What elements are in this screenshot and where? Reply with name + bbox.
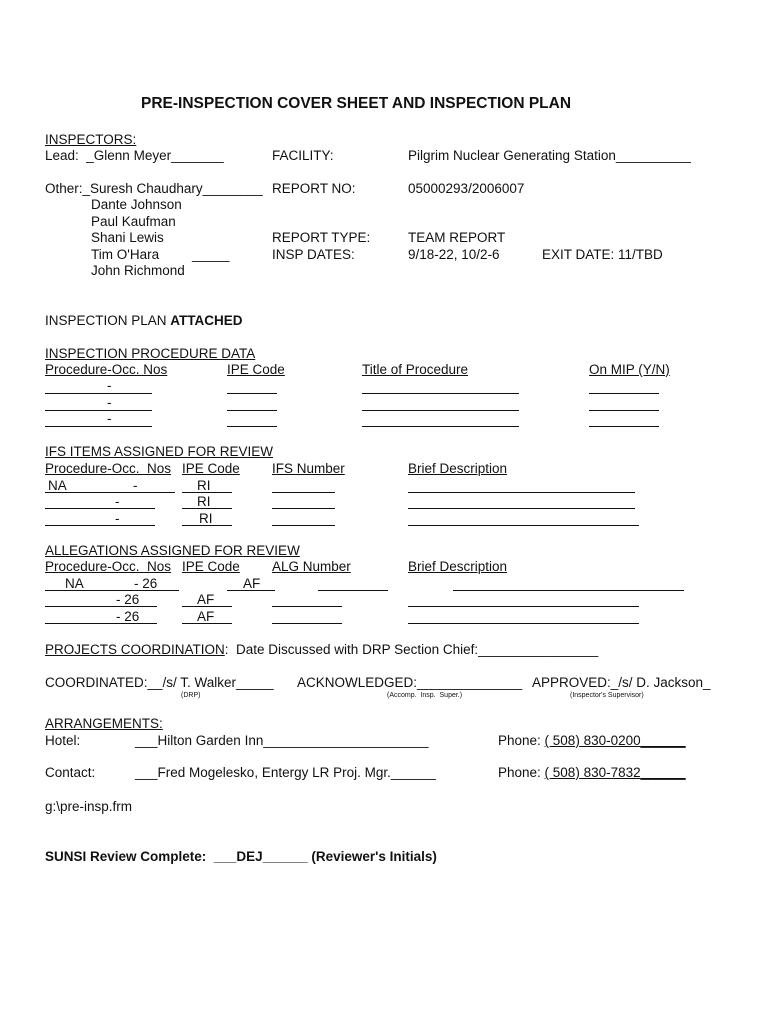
ifs-blank-line — [45, 508, 155, 509]
allegation-row-ipe: AF — [197, 592, 215, 607]
ifs-blank-line — [45, 525, 155, 526]
allegation-row-occ: - 26 — [116, 592, 140, 607]
exit-date: EXIT DATE: 11/TBD — [542, 247, 663, 262]
procedure-blank-line — [227, 426, 277, 427]
contact-phone-value: ( 508) 830-7832______ — [544, 765, 686, 780]
hotel-phone-value: ( 508) 830-0200______ — [544, 733, 686, 748]
procedure-data-heading: INSPECTION PROCEDURE DATA — [45, 346, 256, 361]
facility-label: FACILITY: — [272, 148, 334, 163]
allegation-blank-line — [272, 606, 342, 607]
inspectors-heading: INSPECTORS: — [45, 132, 137, 147]
allegation-blank-line — [408, 623, 639, 624]
procedure-blank-line — [227, 410, 277, 411]
allegation-row-ipe: AF — [197, 609, 215, 624]
ifs-blank-line — [408, 508, 635, 509]
allegation-blank-line — [45, 606, 157, 607]
inspection-plan — [45, 313, 243, 329]
ifs-blank-line — [182, 508, 232, 509]
ifs-col-proc: Procedure-Occ. Nos — [45, 461, 172, 476]
ifs-col-num: IFS Number — [272, 461, 345, 476]
ifs-row-dash: - — [133, 478, 138, 493]
allegation-blank-line — [182, 623, 232, 624]
other-inspector: Dante Johnson — [91, 197, 182, 212]
ifs-blank-line — [408, 525, 639, 526]
insp-dates-label: INSP DATES: — [272, 247, 355, 262]
procedure-blank-line — [362, 393, 519, 394]
inspector-blank: _____ — [192, 247, 230, 262]
insp-dates-value: 9/18-22, 10/2-6 — [408, 247, 500, 262]
procedure-blank-line — [45, 393, 152, 394]
allegation-blank-line — [227, 590, 275, 591]
procedure-row-dash: - — [107, 411, 112, 426]
allegation-blank-line — [453, 590, 684, 591]
allegation-row-occ: - 26 — [134, 576, 158, 591]
drp-caption: (DRP) — [181, 692, 201, 699]
procedure-blank-line — [227, 393, 277, 394]
allegations-col-num: ALG Number — [272, 559, 351, 574]
allegation-blank-line — [408, 606, 639, 607]
ifs-col-desc: Brief Description — [408, 461, 508, 476]
sunsi-review: SUNSI Review Complete: ___DEJ______ (Reviewer's Initials) — [45, 849, 437, 864]
procedure-blank-line — [589, 426, 659, 427]
report-type-label: REPORT TYPE: — [272, 230, 371, 245]
contact-phone-label: Phone: — [498, 765, 545, 780]
ifs-row-ipe: RI — [197, 494, 211, 509]
accomp-caption: (Accomp. Insp. Super.) — [387, 692, 463, 699]
procedure-col-title: Title of Procedure — [362, 362, 469, 377]
procedure-blank-line — [45, 410, 152, 411]
file-path: g:\pre-insp.frm — [45, 799, 133, 814]
lead-inspector: Lead: _Glenn Meyer_______ — [45, 148, 224, 163]
hotel-label: Hotel: — [45, 733, 81, 748]
supervisor-caption: (Inspector's Supervisor) — [570, 692, 644, 699]
procedure-col-proc: Procedure-Occ. Nos — [45, 362, 168, 377]
hotel-value: ___Hilton Garden Inn______________________ — [135, 733, 429, 748]
procedure-row-dash: - — [107, 395, 112, 410]
ifs-blank-line — [182, 525, 232, 526]
projects-coordination-text: : Date Discussed with DRP Section Chief:________________ — [224, 642, 599, 657]
other-inspector: John Richmond — [91, 263, 185, 278]
procedure-blank-line — [45, 426, 152, 427]
projects-coordination — [45, 642, 598, 658]
projects-coordination-label: PROJECTS COORDINATION — [45, 642, 225, 657]
report-no-label: REPORT NO: — [272, 181, 356, 196]
procedure-blank-line — [589, 410, 659, 411]
ifs-col-ipe: IPE Code — [182, 461, 240, 476]
ifs-blank-line — [272, 525, 335, 526]
allegations-col-desc: Brief Description — [408, 559, 508, 574]
hotel-phone-label: Phone: — [498, 733, 545, 748]
ifs-row-proc: NA — [48, 478, 67, 493]
page-title: PRE-INSPECTION COVER SHEET AND INSPECTION PLAN — [141, 95, 572, 112]
other-inspector-1: Other:_Suresh Chaudhary________ — [45, 181, 263, 196]
ifs-blank-line — [408, 492, 635, 493]
facility-value: Pilgrim Nuclear Generating Station__________ — [408, 148, 691, 163]
other-inspector: Paul Kaufman — [91, 214, 176, 229]
coordinated-by: COORDINATED:__/s/ T. Walker_____ — [45, 675, 274, 690]
inspection-plan-prefix: INSPECTION PLAN — [45, 313, 171, 328]
hotel-phone — [498, 733, 686, 749]
allegations-col-ipe: IPE Code — [182, 559, 240, 574]
allegation-blank-line — [272, 623, 342, 624]
other-inspector: Tim O'Hara — [91, 247, 160, 262]
procedure-blank-line — [589, 393, 659, 394]
acknowledged-by: ACKNOWLEDGED:______________ — [297, 675, 523, 690]
allegation-blank-line — [182, 606, 232, 607]
procedure-blank-line — [362, 426, 519, 427]
other-inspector: Shani Lewis — [91, 230, 164, 245]
ifs-blank-line — [272, 508, 335, 509]
allegation-blank-line — [45, 623, 157, 624]
arrangements-heading: ARRANGEMENTS: — [45, 716, 163, 731]
contact-label: Contact: — [45, 765, 96, 780]
approved-by: APPROVED:_/s/ D. Jackson_ — [532, 675, 711, 690]
ifs-row-ipe: RI — [199, 511, 213, 526]
allegation-row-ipe: AF — [243, 576, 261, 591]
ifs-blank-line — [45, 492, 175, 493]
report-no-value: 05000293/2006007 — [408, 181, 525, 196]
ifs-blank-line — [182, 492, 232, 493]
contact-value: ___Fred Mogelesko, Entergy LR Proj. Mgr.______ — [135, 765, 436, 780]
allegation-blank-line — [45, 590, 179, 591]
ifs-row-dash: - — [115, 494, 120, 509]
report-type-value: TEAM REPORT — [408, 230, 506, 245]
ifs-blank-line — [272, 492, 335, 493]
procedure-blank-line — [362, 410, 519, 411]
allegation-row-proc: NA — [65, 576, 84, 591]
procedure-col-ipe: IPE Code — [227, 362, 285, 377]
ifs-heading: IFS ITEMS ASSIGNED FOR REVIEW — [45, 444, 274, 459]
allegations-col-proc: Procedure-Occ. Nos — [45, 559, 172, 574]
allegation-row-occ: - 26 — [116, 609, 140, 624]
inspection-plan-status: ATTACHED — [170, 313, 243, 328]
contact-phone — [498, 765, 686, 781]
procedure-row-dash: - — [107, 378, 112, 393]
allegations-heading: ALLEGATIONS ASSIGNED FOR REVIEW — [45, 543, 300, 558]
allegation-blank-line — [318, 590, 388, 591]
procedure-col-mip: On MIP (Y/N) — [589, 362, 670, 377]
ifs-row-ipe: RI — [197, 478, 211, 493]
ifs-row-dash: - — [115, 511, 120, 526]
